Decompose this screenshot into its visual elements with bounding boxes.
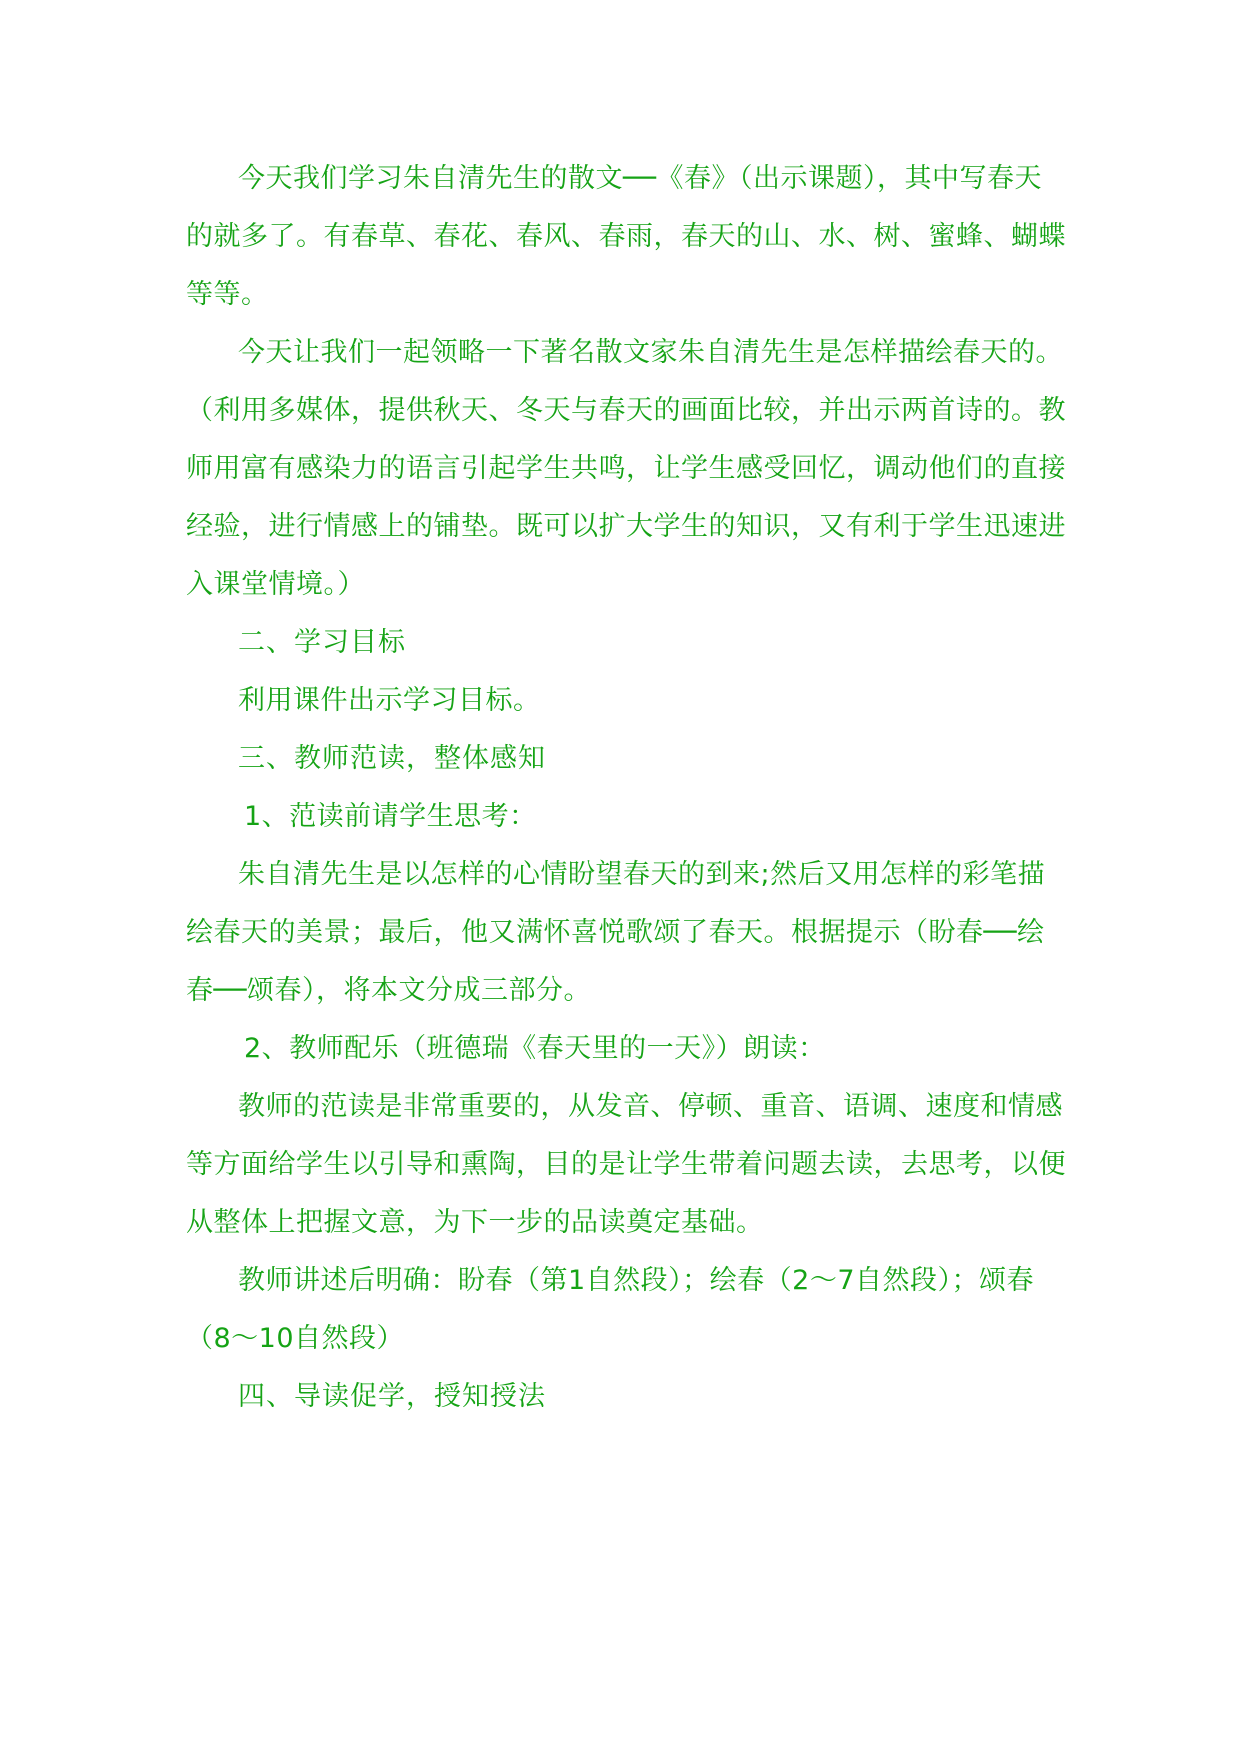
list-item-think-before-reading: 1、范读前请学生思考：	[244, 801, 537, 832]
list-item-music-reading: 2、教师配乐（班德瑞《春天里的一天》）朗读：	[244, 1033, 826, 1064]
paragraph-importance-of-reading: 教师的范读是非常重要的，从发音、停顿、重音、语调、速度和情感等方面给学生以引导和熏陶，目的是让学生带着问题去读，去思考，以便从整体上把握文意，为下一步的品读奠定基础。	[186, 1091, 1066, 1238]
section-heading-model-reading: 三、教师范读，整体感知	[238, 743, 546, 774]
paragraph-goals-courseware: 利用课件出示学习目标。	[238, 685, 541, 716]
paragraph-structure-hint: 朱自清先生是以怎样的心情盼望春天的到来;然后又用怎样的彩笔描绘春天的美景；最后，他又满怀喜悦歌颂了春天。根据提示（盼春──绘春──颂春），将本文分成三部分。	[186, 859, 1046, 1006]
paragraph-section-division: 教师讲述后明确：盼春（第1自然段）；绘春（2～7自然段）；颂春（8～10自然段）	[186, 1265, 1035, 1354]
paragraph-intro: 今天我们学习朱自清先生的散文──《春》（出示课题），其中写春天的就多了。有春草、春花、春风、春雨，春天的山、水、树、蜜蜂、蝴蝶等等。	[186, 163, 1066, 310]
document-body	[186, 150, 1066, 1426]
section-heading-guided-reading: 四、导读促学，授知授法	[238, 1381, 546, 1412]
paragraph-appreciate: 今天让我们一起领略一下著名散文家朱自清先生是怎样描绘春天的。（利用多媒体，提供秋天、冬天与春天的画面比较，并出示两首诗的。教师用富有感染力的语言引起学生共鸣，让学生感受回忆，调动他们的直接经验，进行情感上的铺垫。既可以扩大学生的知识，又有利于学生迅速进入课堂情境。）	[186, 337, 1066, 600]
section-heading-learning-goals: 二、学习目标	[238, 627, 406, 658]
